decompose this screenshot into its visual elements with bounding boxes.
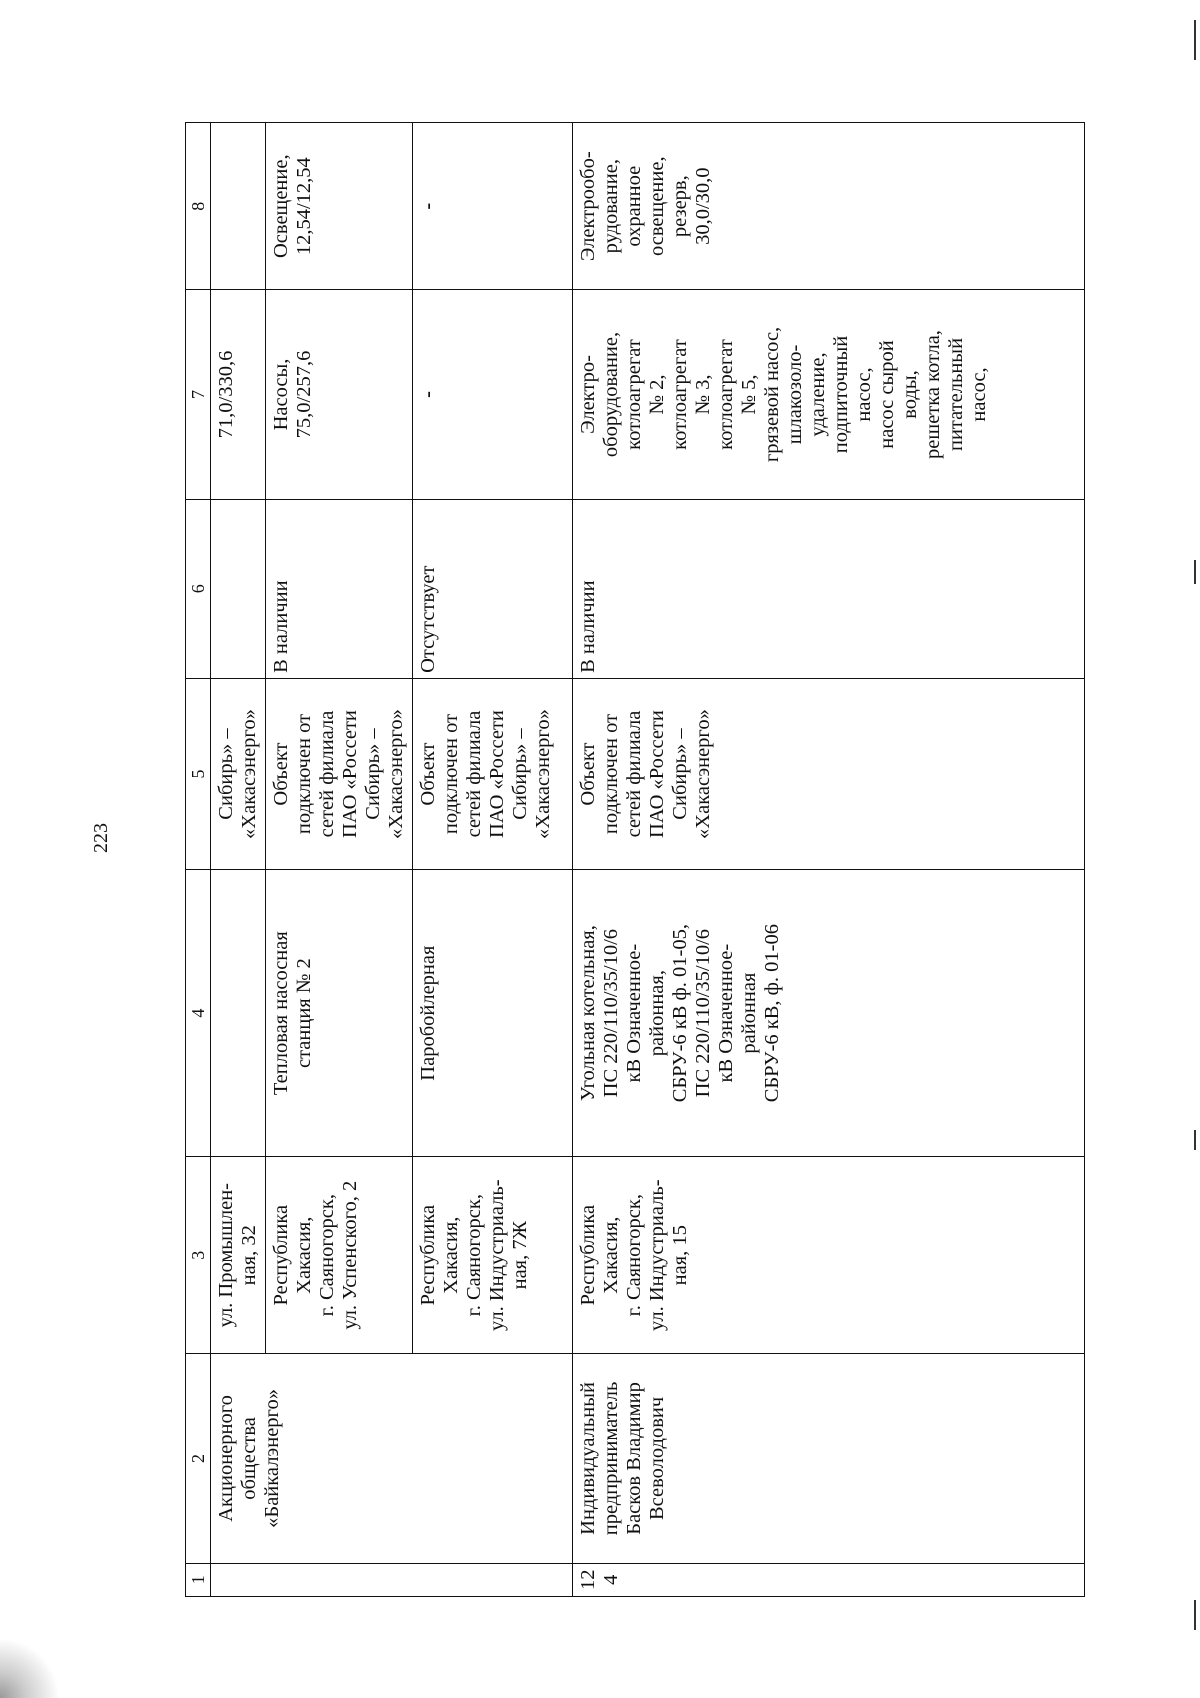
header-cell-2: 2: [186, 1354, 211, 1563]
scan-edge-mark: [1194, 560, 1196, 584]
header-cell-5: 5: [186, 678, 211, 869]
address-cell: ул. Промышлен- ная, 32: [211, 1157, 266, 1354]
availability-cell: Отсутствует: [413, 499, 573, 678]
secondary-load-cell: Электрообо- рудование, охранное освещение, резерв, 30,0/30,0: [573, 123, 1085, 290]
header-cell-8: 8: [186, 123, 211, 290]
availability-cell: В наличии: [573, 499, 1085, 678]
header-row: [186, 123, 211, 1597]
row-number-cell: [211, 1563, 573, 1596]
address-cell: Республика Хакасия, г. Саяногорск, ул. Индустриаль- ная, 7Ж: [413, 1157, 573, 1354]
object-cell: [211, 870, 266, 1157]
header-cell-4: 4: [186, 870, 211, 1157]
data-table: [185, 122, 1085, 1597]
secondary-load-cell: [211, 123, 266, 290]
address-cell: Республика Хакасия, г. Саяногорск, ул. Успенского, 2: [266, 1157, 413, 1354]
address-cell: Республика Хакасия, г. Саяногорск, ул. Индустриаль- ная, 15: [573, 1157, 1085, 1354]
load-cell: Насосы, 75,0/257,6: [266, 290, 413, 499]
connection-cell: Объект подключен от сетей филиала ПАО «Россети Сибирь» – «Хакасэнерго»: [413, 678, 573, 869]
secondary-load-cell: -: [413, 123, 573, 290]
connection-cell: Сибирь» – «Хакасэнерго»: [211, 678, 266, 869]
table-row: [211, 123, 266, 1597]
rotated-table-wrapper: [185, 122, 1085, 1597]
scan-edge-mark: [1194, 1600, 1196, 1630]
header-cell-7: 7: [186, 290, 211, 499]
load-cell: 71,0/330,6: [211, 290, 266, 499]
table-row: [573, 123, 1085, 1597]
object-cell: Паробойлерная: [413, 870, 573, 1157]
availability-cell: В наличии: [266, 499, 413, 678]
scan-edge-mark: [1194, 1130, 1196, 1150]
row-number-cell: 124: [573, 1563, 1085, 1596]
availability-cell: [211, 499, 266, 678]
scan-corner-smudge: [0, 1638, 60, 1698]
object-cell: Тепловая насосная станция № 2: [266, 870, 413, 1157]
page-number: 223: [90, 823, 112, 853]
connection-cell: Объект подключен от сетей филиала ПАО «Россети Сибирь» – «Хакасэнерго»: [573, 678, 1085, 869]
owner-cell: Индивидуальный предприниматель Басков Владимир Всеволодович: [573, 1354, 1085, 1563]
load-cell: Электро- оборудование, котлоагрегат № 2, котлоагрегат № 3, котлоагрегат № 5, грязевой насос, шлакозоло- удаление, подпиточный насос, насос сырой воды, решетка котла, питательный насос,: [573, 290, 1085, 499]
header-cell-6: 6: [186, 499, 211, 678]
connection-cell: Объект подключен от сетей филиала ПАО «Россети Сибирь» – «Хакасэнерго»: [266, 678, 413, 869]
header-cell-3: 3: [186, 1157, 211, 1354]
load-cell: -: [413, 290, 573, 499]
header-cell-1: 1: [186, 1563, 211, 1596]
owner-cell: Акционерного общества «Байкалэнерго»: [211, 1354, 573, 1563]
secondary-load-cell: Освещение, 12,54/12,54: [266, 123, 413, 290]
scan-edge-mark: [1194, 20, 1196, 60]
object-cell: Угольная котельная, ПС 220/110/35/10/6 кВ Означенное- районная, СБРУ-6 кВ ф. 01-05, ПС 220/110/35/10/6 кВ Означенное- районная СБРУ-6 кВ, ф. 01-06: [573, 870, 1085, 1157]
